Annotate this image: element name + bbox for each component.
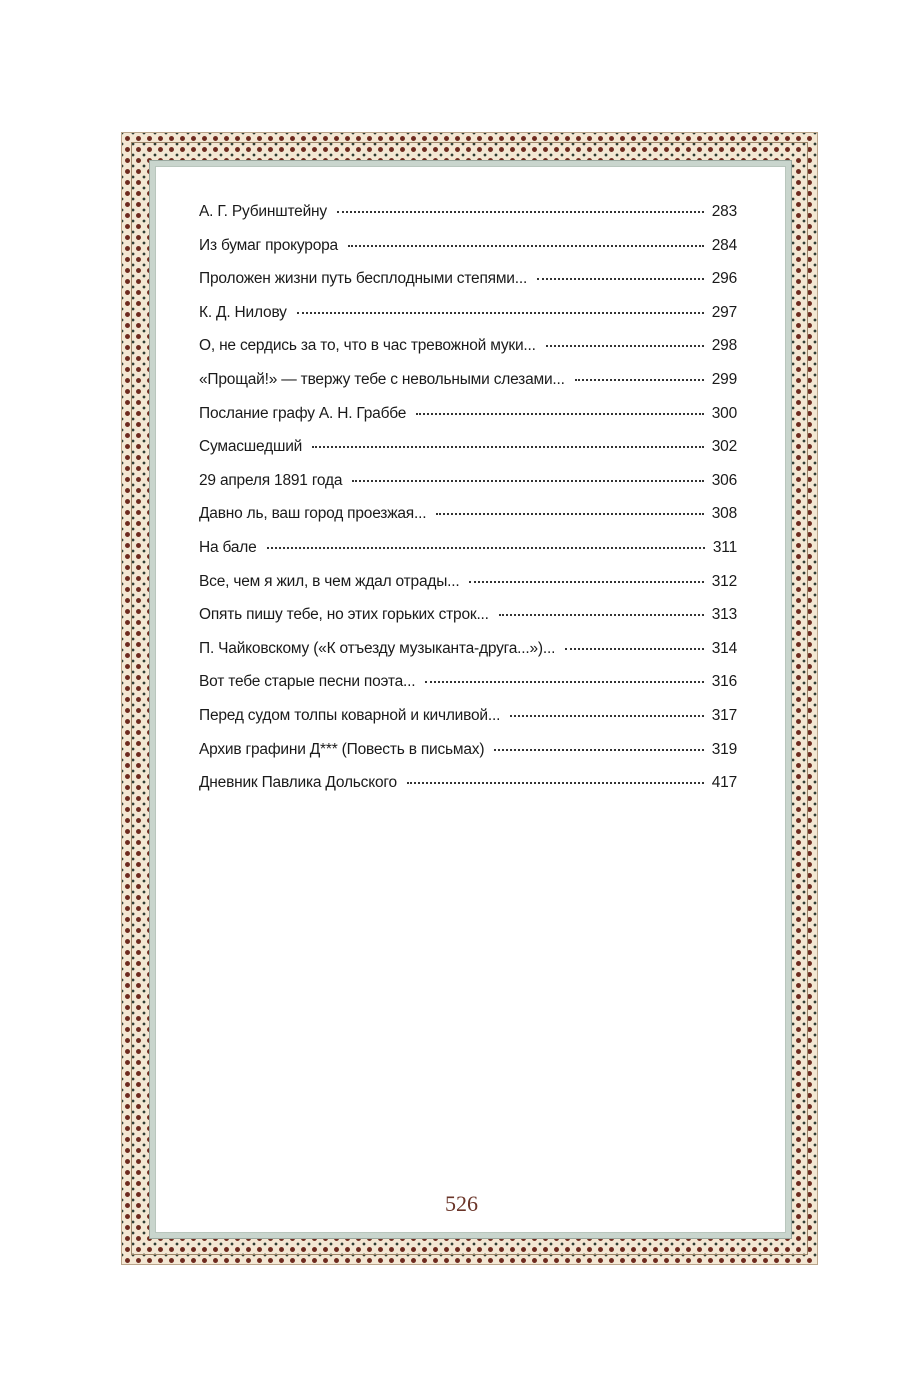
toc-entry-title: Все, чем я жил, в чем ждал отрады... (199, 572, 460, 590)
toc-entry-page: 313 (711, 606, 737, 624)
toc-entry-page: 284 (711, 236, 737, 254)
toc-entry-title: Послание графу А. Н. Граббе (199, 404, 407, 422)
dot-leader (337, 211, 704, 213)
dot-leader (407, 782, 704, 784)
toc-entry-page: 308 (711, 505, 737, 523)
toc-entry-page: 316 (711, 673, 737, 691)
dot-leader (267, 547, 705, 549)
toc-entry-title: Давно ль, ваш город проезжая... (199, 505, 427, 523)
dot-leader (469, 581, 703, 583)
toc-entry-title: О, не сердись за то, что в час тревожной муки... (199, 337, 536, 355)
toc-entry[interactable] (199, 270, 737, 304)
dot-leader (312, 446, 704, 448)
dot-leader (425, 681, 703, 683)
toc-entry-page: 298 (711, 337, 737, 355)
toc-entry-page: 312 (711, 572, 737, 590)
toc-entry[interactable] (199, 505, 737, 539)
toc-entry-page: 297 (711, 303, 737, 321)
toc-entry[interactable] (199, 438, 737, 472)
toc-entry[interactable] (199, 741, 737, 775)
toc-entry-page: 311 (712, 538, 737, 556)
toc-entry[interactable] (199, 640, 737, 674)
toc-entry[interactable] (199, 606, 737, 640)
toc-entry-title: К. Д. Нилову (199, 303, 287, 321)
toc-entry-page: 306 (711, 471, 737, 489)
dot-leader (565, 648, 704, 650)
dot-leader (416, 413, 704, 415)
page-number: 526 (445, 1191, 478, 1216)
toc-entry[interactable] (199, 472, 737, 506)
toc-entry[interactable] (199, 573, 737, 607)
toc-entry[interactable] (199, 539, 737, 573)
toc-entry-page: 299 (711, 370, 737, 388)
toc-entry-page: 296 (711, 270, 737, 288)
toc-entry-title: На бале (199, 538, 257, 556)
dot-leader (352, 480, 703, 482)
toc-entry-title: Сумасшедший (199, 438, 303, 456)
toc-entry-title: Перед судом толпы коварной и кичливой... (199, 706, 501, 724)
toc-entry-title: Опять пишу тебе, но этих горьких строк... (199, 606, 489, 624)
dot-leader (575, 379, 704, 381)
toc-entry[interactable] (199, 405, 737, 439)
toc-entry-title: Дневник Павлика Дольского (199, 774, 397, 792)
toc-entry[interactable] (199, 673, 737, 707)
toc-entry[interactable] (199, 237, 737, 271)
toc-entry-page: 314 (711, 639, 737, 657)
toc-entry-page: 300 (711, 404, 737, 422)
toc-entry-title: Проложен жизни путь бесплодными степями... (199, 270, 528, 288)
dot-leader (546, 345, 704, 347)
toc-entry-page: 302 (711, 438, 737, 456)
toc-entry[interactable] (199, 337, 737, 371)
toc-entry-title: Архив графини Д*** (Повесть в письмах) (199, 740, 485, 758)
toc-entry[interactable] (199, 203, 737, 237)
toc-entry-page: 283 (711, 203, 737, 220)
toc-entry-page: 317 (711, 706, 737, 724)
toc-entry[interactable] (199, 707, 737, 741)
dot-leader (348, 245, 704, 247)
toc-entry-title: 29 апреля 1891 года (199, 471, 343, 489)
dot-leader (510, 715, 704, 717)
dot-leader (499, 614, 704, 616)
toc-entry-title: Вот тебе старые песни поэта... (199, 673, 416, 691)
dot-leader (494, 749, 703, 751)
toc-entry-title: П. Чайковскому («К отъезду музыканта-друга...»)... (199, 639, 556, 657)
toc-entry-title: «Прощай!» — твержу тебе с невольными слезами... (199, 370, 565, 388)
toc-entry-title: Из бумаг прокурора (199, 236, 338, 254)
dot-leader (436, 513, 703, 515)
toc-entry-page: 417 (711, 774, 737, 792)
table-of-contents (199, 203, 737, 808)
toc-entry-page: 319 (711, 740, 737, 758)
dot-leader (297, 312, 704, 314)
toc-entry[interactable] (199, 371, 737, 405)
toc-entry[interactable] (199, 774, 737, 808)
toc-entry-title: А. Г. Рубинштейну (199, 203, 327, 220)
toc-entry[interactable] (199, 304, 737, 338)
dot-leader (537, 278, 704, 280)
